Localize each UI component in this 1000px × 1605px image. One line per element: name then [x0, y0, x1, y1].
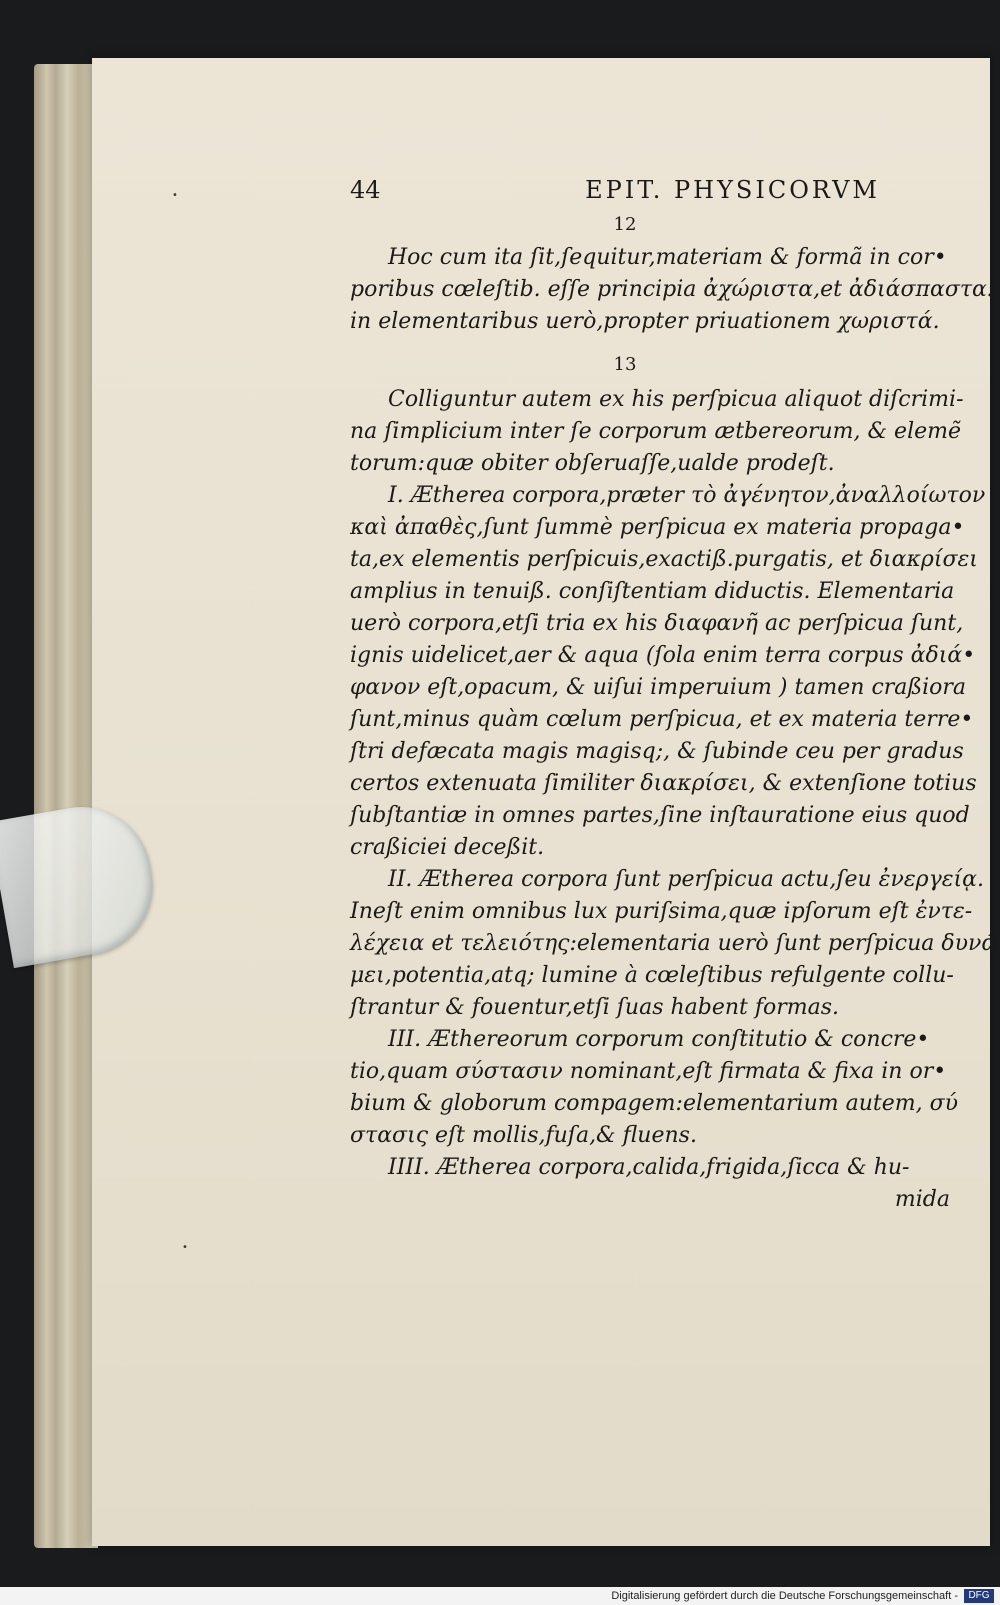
text-line: in elementaribus uerò,propter priuationem χωριστά. — [350, 309, 940, 334]
text-line: μει,potentia,atq; lumine à cœleſtibus refulgente collu- — [350, 963, 954, 988]
text-line: ſtri defæcata magis magisq;, & ſubinde ceu per gradus — [350, 739, 964, 764]
text-line: ſtrantur & fouentur,etſi ſuas habent formas. — [350, 995, 840, 1020]
dfg-logo: DFG — [964, 1589, 994, 1603]
text-line: III. Æthereorum corporum conſtitutio & concre• — [388, 1027, 930, 1052]
digitization-credit: Digitalisierung gefördert durch die Deutsche Forschungsgemeinschaft - — [0, 1587, 1000, 1605]
text-line: I. Ætherea corpora,præter τὸ ἀγένητον,ἀναλλοίωτον — [388, 483, 986, 508]
text-line: bium & globorum compagem:elementarium autem, σύ — [350, 1091, 958, 1116]
text-line: ta,ex elementis perſpicuis,exactiß.purgatis, et διακρίσει — [350, 547, 978, 572]
text-line: II. Ætherea corpora ſunt perſpicua actu,ſeu ἐνεργείᾳ. — [388, 867, 985, 892]
text-line: Hoc cum ita ſit,ſequitur,materiam & formã in cor• — [388, 245, 947, 270]
text-line: στασις eſt mollis,fuſa,& fluens. — [350, 1123, 697, 1148]
text-line: Ineſt enim omnibus lux puriſsima,quæ ipſorum eſt ἐντε- — [350, 899, 973, 924]
section-12-text — [350, 242, 995, 338]
section-13-text — [350, 384, 997, 1216]
text-line: ſubſtantiæ in omnes partes,ſine inſtauratione eius quod — [350, 803, 970, 828]
text-line: λέχεια et τελειότης:elementaria uerò ſunt perſpicua δυνά — [350, 931, 997, 956]
running-header — [350, 176, 880, 204]
text-line: IIII. Ætherea corpora,calida,frigida,ſicca & hu- — [388, 1155, 910, 1180]
catchword: mida — [894, 1187, 950, 1212]
paper-spot: • — [182, 1242, 188, 1253]
section-number: 13 — [613, 354, 637, 375]
text-line: Colliguntur autem ex his perſpicua aliquot diſcrimi- — [388, 387, 964, 412]
text-line: uerò corpora,etſi tria ex his διαφανῆ ac perſpicua ſunt, — [350, 611, 964, 636]
text-line: καὶ ἀπαθὲς,ſunt ſummè perſpicua ex materia propaga• — [350, 515, 965, 540]
text-line: amplius in tenuiß. conſiſtentiam diductis. Elementaria — [350, 579, 955, 604]
text-line: φανον eſt,opacum, & uiſui imperuium ) tamen craßiora — [350, 675, 967, 700]
paper-spot: • — [172, 190, 178, 201]
text-line: na ſimplicium inter ſe corporum ætbereorum, & elemẽ — [350, 419, 962, 444]
page-edges — [34, 64, 98, 1548]
text-line: poribus cœleſtib. eſſe principia ἀχώριστα,et ἀδιάσπαστα: — [350, 277, 995, 302]
text-line: tio,quam σύστασιν nominant,eſt firmata & fixa in or• — [350, 1059, 947, 1084]
text-line: ignis uidelicet,aer & aqua (ſola enim terra corpus ἀδιά• — [350, 643, 976, 668]
section-number: 12 — [613, 214, 637, 235]
text-line: craßiciei deceßit. — [350, 835, 545, 860]
text-line: certos extenuata ſimiliter διακρίσει, & extenſione totius — [350, 771, 977, 796]
text-line: torum:quæ obiter obſeruaſſe,ualde prodeſt. — [350, 451, 835, 476]
text-line: ſunt,minus quàm cœlum perſpicua, et ex materia terre• — [350, 707, 974, 732]
running-title: EPIT. PHYSICORVM — [585, 176, 880, 204]
page-number: 44 — [350, 176, 381, 204]
